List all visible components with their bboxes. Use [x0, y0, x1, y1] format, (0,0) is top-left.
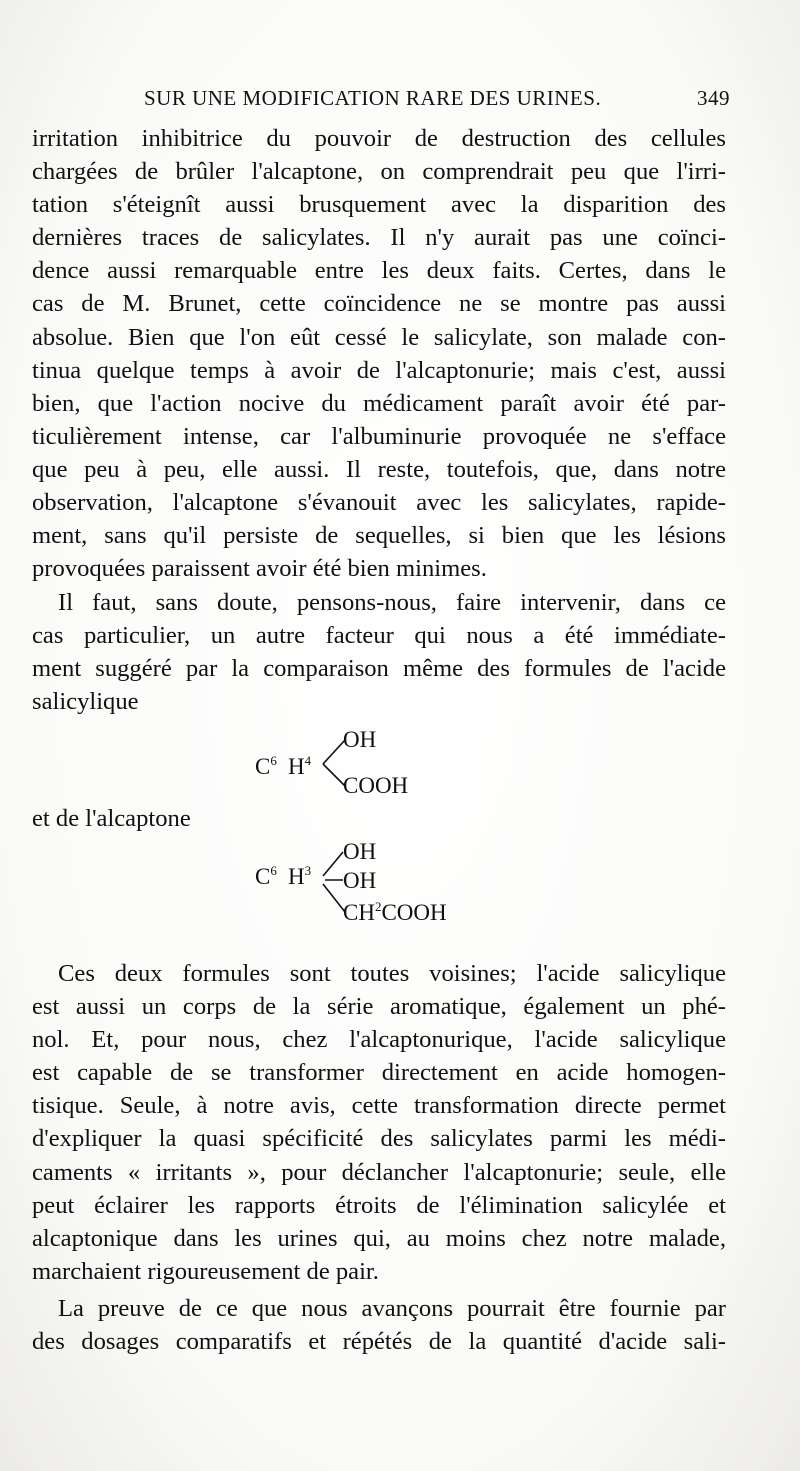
text-line: des dosages comparatifs et répétés de la quantité d'acide sali-: [32, 1328, 726, 1356]
text-line: cas particulier, un autre facteur qui nous a été immédiate-: [32, 622, 726, 650]
running-head: [140, 86, 730, 114]
text-line: salicylique: [32, 688, 139, 716]
text-line: dernières traces de salicylates. Il n'y aurait pas une coïnci-: [32, 224, 726, 252]
formula-hydrogen: $H^4$: [288, 753, 312, 779]
text-line: nol. Et, pour nous, chez l'alcaptonurique, l'acide salicylique: [32, 1026, 726, 1054]
text-line: provoquées paraissent avoir été bien minimes.: [32, 555, 487, 583]
text-line: absolue. Bien que l'on eût cessé le salicylate, son malade con-: [32, 323, 726, 351]
paragraph-1: [32, 122, 726, 585]
text-line: Il faut, sans doute, pensons-nous, faire intervenir, dans ce: [58, 589, 726, 616]
text-line: marchaient rigoureusement de pair.: [32, 1257, 379, 1285]
text-line: tinua quelque temps à avoir de l'alcaptonurie; mais c'est, aussi: [32, 356, 726, 384]
text-line: observation, l'alcaptone s'évanouit avec les salicylates, rapide-: [32, 489, 726, 517]
text-line: cas de M. Brunet, cette coïncidence ne se montre pas aussi: [32, 290, 726, 318]
text-line: Ces deux formules sont toutes voisines; l'acide salicylique: [58, 960, 726, 987]
text-line: est aussi un corps de la série aromatique, également un phé-: [32, 993, 726, 1021]
formula-carbon: $C^6$: [255, 753, 277, 779]
text-line: alcaptonique dans les urines qui, au moins chez notre malade,: [32, 1224, 726, 1252]
formula-carbon: $C^6$: [255, 863, 277, 889]
paragraph-3: [32, 957, 726, 1288]
text-line: caments « irritants », pour déclancher l'alcaptonurie; seule, elle: [32, 1158, 726, 1186]
text-line: ment, sans qu'il persiste de sequelles, si bien que les lésions: [32, 522, 726, 550]
paragraph-2: [32, 586, 726, 718]
alcaptone-formula: [255, 836, 475, 931]
running-title: SUR UNE MODIFICATION RARE DES URINES.: [144, 86, 602, 110]
text-line: tation s'éteignît aussi brusquement avec la disparition des: [32, 191, 726, 219]
text-line: irritation inhibitrice du pouvoir de destruction des cellules: [32, 125, 726, 152]
text-line: ticulièrement intense, car l'albuminurie provoquée ne s'efface: [32, 422, 726, 450]
text-line: d'expliquer la quasi spécificité des salicylates parmi les médi-: [32, 1125, 726, 1153]
formula-oh-group: OH: [343, 727, 377, 752]
text-line: peut éclairer les rapports étroits de l'élimination salicylée et: [32, 1191, 726, 1219]
formula-oh-group: OH: [343, 868, 377, 893]
text-line: bien, que l'action nocive du médicament paraît avoir été par-: [32, 389, 726, 417]
formula-hydrogen: $H^3$: [288, 863, 312, 889]
text-line: ment suggéré par la comparaison même des formules de l'acide: [32, 655, 726, 683]
text-line: dence aussi remarquable entre les deux faits. Certes, dans le: [32, 257, 726, 285]
formula-ch2cooh-group: $CH^2COOH$: [343, 899, 447, 925]
page-number: 349: [697, 86, 730, 110]
text-line: que peu à peu, elle aussi. Il reste, toutefois, que, dans notre: [32, 455, 726, 483]
salicylic-acid-formula: [255, 726, 445, 796]
text-line: est capable de se transformer directement en acide homogen-: [32, 1059, 726, 1087]
text-line: tisique. Seule, à notre avis, cette transformation directe permet: [32, 1092, 726, 1120]
paragraph-4: [32, 1292, 726, 1358]
text-line: chargées de brûler l'alcaptone, on comprendrait peu que l'irri-: [32, 158, 726, 186]
formula-oh-group: OH: [343, 839, 377, 864]
formula-cooh-group: COOH: [343, 773, 409, 798]
text-line: La preuve de ce que nous avançons pourrait être fournie par: [58, 1295, 726, 1322]
alcaptone-label: et de l'alcaptone: [32, 805, 191, 832]
